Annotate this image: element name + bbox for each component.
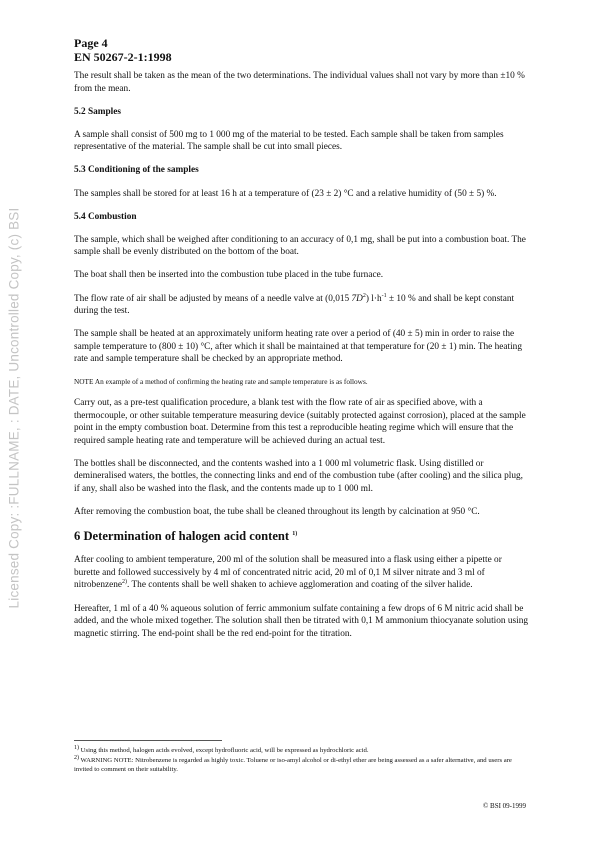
section-5-2-text: A sample shall consist of 500 mg to 1 000 mg of the material to be tested. Each sample shall be taken from samples representative of the material. The sample shall be cut into small pieces. <box>74 129 504 153</box>
footnotes <box>74 746 529 775</box>
combustion-paragraph-2: The boat shall then be inserted into the combustion tube placed in the tube furnace. <box>74 270 384 281</box>
section-6-heading: 6 Determination of halogen acid content $^{1)}$ <box>74 529 298 544</box>
section-5-4-heading: 5.4 Combustion <box>74 211 137 222</box>
heating-paragraph: The sample shall be heated at an approximately uniform heating rate over a period of (40 ± 5) min in order to raise the sample temperature to (800 ± 10) °C, after which it shall be maintained at that temperature for (20 ± 1) min. The heating rate and sample temperature shall be checked by an appropriate method. <box>74 329 522 365</box>
section-5-3-heading: 5.3 Conditioning of the samples <box>74 165 199 176</box>
watermark <box>0 0 28 849</box>
pretest-paragraph: Carry out, as a pre-test qualification procedure, a blank test with the flow rate of air as specified above, with a thermocouple, or other suitable temperature measuring device (suitably protected against corrosion), placed at the sample point in the empty combustion boat. Determine from this test a reproducible heating regime which will ensure that the required sample heating rate and temperature will be achieved during an actual test. <box>74 398 526 446</box>
section-6-paragraph-2: Hereafter, 1 ml of a 40 % aqueous solution of ferric ammonium sulfate containing a few drops of 6 M nitric acid shall be added, and the whole mixed together. The solution shall then be titrated with 0,1 M ammonium thiocyanate solution using magnetic stirring. The end-point shall be the red end-point for the titration. <box>74 603 529 639</box>
intro-paragraph: The result shall be taken as the mean of the two determinations. The individual values shall not vary by more than ±10 % from the mean. <box>74 71 525 94</box>
bottles-paragraph: The bottles shall be disconnected, and the contents washed into a 1 000 ml volumetric flask. Using distilled or demineralised waters, the bottles, the connecting links and end of the combustion tube (after cooling) and the silica plug, if any, shall also be washed into the flask, and the contents made up to 1 000 ml. <box>74 458 523 495</box>
watermark-text: Licensed Copy: :FULLNAME, : DATE, Uncontrolled Copy, (c) BSI <box>6 207 22 609</box>
footnote-1: $^{1)}$ Using this method, halogen acids evolved, except hydrofluoric acid, will be expressed as hydrochloric acid. <box>74 744 369 754</box>
flow-rate-paragraph: The flow rate of air shall be adjusted by means of a needle valve at (0,015 $7D^2$) $l\cdot h^{-1} \pm 10$ % and shall be kept constant during the test. <box>74 292 515 317</box>
footnote-ref-2: 2) <box>122 579 128 586</box>
page-number: Page 4 <box>74 36 108 50</box>
section-5-2-heading: 5.2 Samples <box>74 106 122 117</box>
standard-number: EN 50267-2-1:1998 <box>74 50 172 64</box>
footnote-divider <box>74 740 222 741</box>
section-6-paragraph-1: After cooling to ambient temperature, 200 ml of the solution shall be measured into a flask using either a pipette or burette and followed successively by 4 ml of concentrated nitric acid, 20 ml of 0,1 M silver nitrate and 3 ml of nitrobenzene$^{2)}$. The contents shall be well shaken to achieve agglomeration and coating of the silver halide. <box>74 555 502 591</box>
footnote-ref-1: 1) <box>292 531 298 538</box>
footnote-2: $^{2)}$ WARNING NOTE: Nitrobenzene is regarded as highly toxic. Toluene or iso-amyl alcohol or di-ethyl ether are being assessed as a safer alternative, and users are invited to comment on their suitability. <box>74 754 512 773</box>
page-header <box>74 36 172 64</box>
document-body <box>74 70 529 651</box>
section-5-3-text: The samples shall be stored for at least 16 h at a temperature of (23 ± 2) °C and a relative humidity of (50 ± 5) %. <box>74 188 497 199</box>
calcination-paragraph: After removing the combustion boat, the tube shall be cleaned throughout its length by calcination at 950 °C. <box>74 507 480 518</box>
combustion-paragraph-1: The sample, which shall be weighed after conditioning to an accuracy of 0,1 mg, shall be put into a combustion boat. The sample shall be evenly distributed on the bottom of the boat. <box>74 234 526 258</box>
copyright-footer: © BSI 09-1999 <box>482 802 526 810</box>
note: NOTE An example of a method of confirming the heating rate and sample temperature is as follows. <box>74 376 368 386</box>
